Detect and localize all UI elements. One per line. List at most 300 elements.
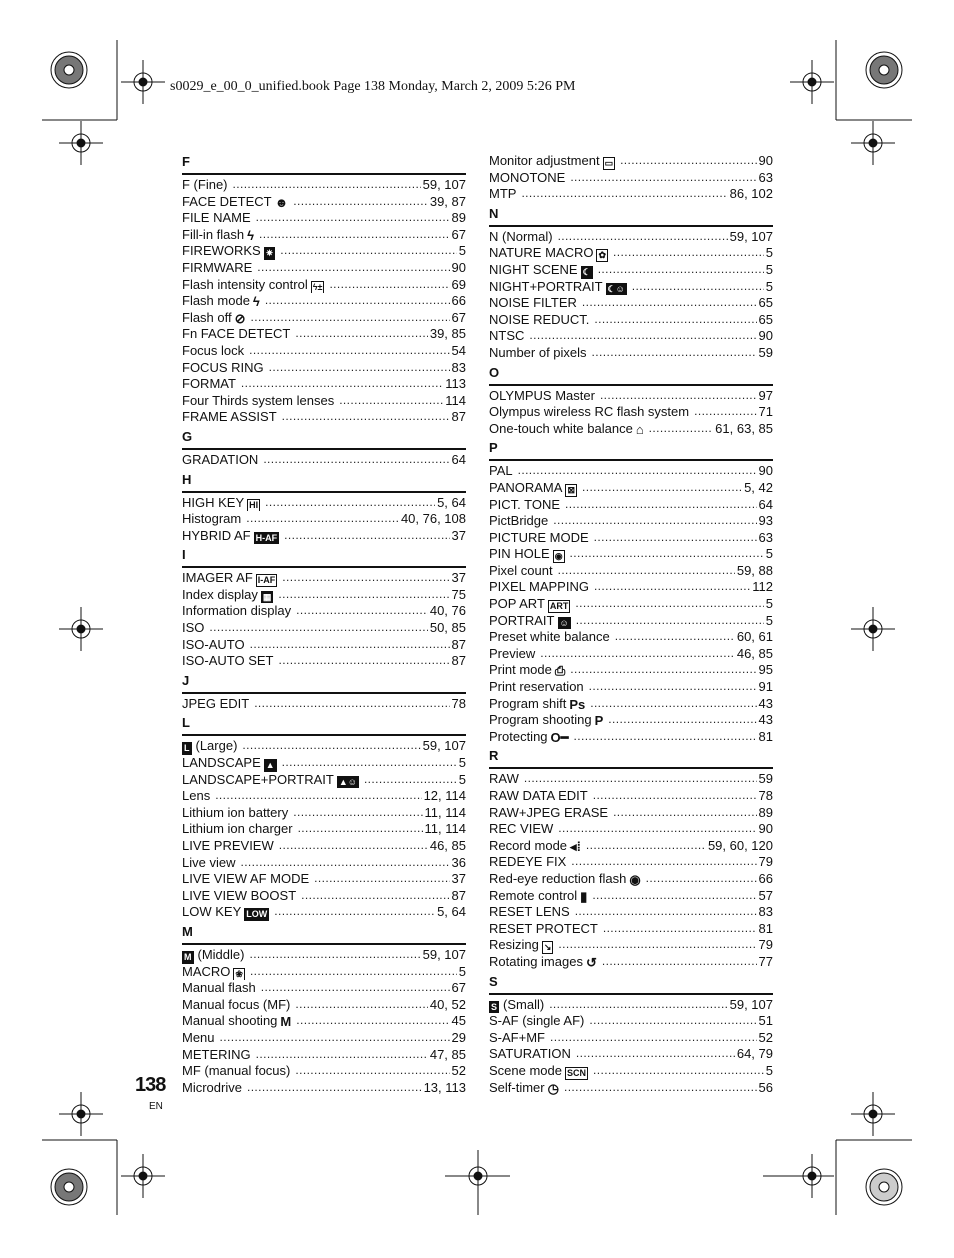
index-entry xyxy=(489,838,773,855)
entry-label xyxy=(182,310,246,327)
entry-label xyxy=(182,788,210,805)
index-entry xyxy=(489,404,773,421)
entry-label xyxy=(489,421,644,438)
index-entry xyxy=(489,480,773,497)
crosshair-icon xyxy=(790,60,834,104)
crop-rosette-icon xyxy=(51,1169,87,1205)
index-entry xyxy=(182,696,466,713)
entry-pages: 90 xyxy=(758,463,773,479)
entry-label xyxy=(489,404,689,421)
index-entry xyxy=(182,409,466,426)
crosshair-icon xyxy=(59,607,103,651)
crosshair-icon xyxy=(851,1092,895,1136)
section-rule xyxy=(182,566,466,568)
self-timer-icon: ◷ xyxy=(547,1080,559,1096)
index-entry xyxy=(489,937,773,954)
entry-text: NIGHT SCENE xyxy=(489,261,578,277)
entry-label xyxy=(489,153,615,170)
entry-text: PictBridge xyxy=(489,513,549,529)
section-rule xyxy=(489,459,773,461)
entry-label xyxy=(489,821,553,838)
index-entry xyxy=(489,696,773,713)
dot-leader xyxy=(608,712,756,728)
entry-text: FILE NAME xyxy=(182,210,251,226)
entry-pages: 5 xyxy=(765,612,773,628)
entry-pages: 43 xyxy=(758,712,773,728)
entry-label xyxy=(182,1080,242,1097)
entry-label xyxy=(182,620,204,637)
dot-leader xyxy=(518,463,757,479)
entry-label xyxy=(182,838,274,855)
entry-label xyxy=(489,871,641,888)
entry-text: Manual shooting xyxy=(182,1013,278,1029)
entry-text: Index display xyxy=(182,586,258,602)
entry-pages: 59, 88 xyxy=(736,562,773,578)
dot-leader xyxy=(571,854,756,870)
dot-leader xyxy=(293,805,422,821)
dot-leader xyxy=(564,1080,757,1096)
small-icon: S xyxy=(491,1001,498,1012)
entry-pages: 87 xyxy=(451,887,466,903)
panorama-icon: ⊠ xyxy=(567,484,575,495)
entry-text: NOISE REDUCT. xyxy=(489,311,590,327)
entry-text: HYBRID AF xyxy=(182,527,251,543)
entry-pages: 114 xyxy=(445,392,466,408)
flash-icon: ϟ xyxy=(252,294,260,310)
entry-text: PICT. TONE xyxy=(489,496,561,512)
entry-pages: 54 xyxy=(451,342,466,358)
entry-pages: 90 xyxy=(758,328,773,344)
dot-leader xyxy=(339,393,443,409)
crosshair-icon xyxy=(851,607,895,651)
dot-leader xyxy=(256,210,450,226)
rotate-icon: ↺ xyxy=(585,954,597,970)
dot-leader xyxy=(589,679,757,695)
fireworks-icon: ✷ xyxy=(265,248,274,259)
entry-label xyxy=(182,360,264,377)
entry-label xyxy=(182,738,237,755)
entry-label xyxy=(489,805,608,822)
entry-label xyxy=(489,513,548,530)
entry-label xyxy=(182,696,249,713)
flash-icon: ϟ xyxy=(247,227,255,243)
dot-leader xyxy=(550,1030,757,1046)
entry-text: Manual flash xyxy=(182,980,256,996)
entry-text: Olympus wireless RC flash system xyxy=(489,404,690,420)
entry-pages: 60, 61 xyxy=(736,629,773,645)
entry-text: PIN HOLE xyxy=(489,546,550,562)
index-entry xyxy=(489,497,773,514)
dot-leader xyxy=(241,376,443,392)
index-entry xyxy=(489,229,773,246)
dot-leader xyxy=(282,409,450,425)
book-header: s0029_e_00_0_unified.book Page 138 Monday, March 2, 2009 5:26 PM xyxy=(170,79,576,94)
entry-pages: 5 xyxy=(765,261,773,277)
entry-label xyxy=(182,904,269,921)
entry-text: FOCUS RING xyxy=(182,359,264,375)
dot-leader xyxy=(246,511,399,527)
entry-pages: 50, 85 xyxy=(429,620,466,636)
index-entry xyxy=(489,463,773,480)
dot-leader xyxy=(295,326,427,342)
entry-pages: 5, 42 xyxy=(744,479,773,495)
index-entry xyxy=(489,328,773,345)
section-letter: P xyxy=(489,440,498,456)
entry-text: FRAME ASSIST xyxy=(182,409,277,425)
index-entry xyxy=(182,570,466,587)
entry-label xyxy=(489,262,593,279)
entry-pages: 89 xyxy=(758,804,773,820)
entry-label xyxy=(489,904,570,921)
entry-pages: 40, 76, 108 xyxy=(400,511,466,527)
entry-label xyxy=(489,170,565,187)
index-entry xyxy=(182,738,466,755)
index-entry xyxy=(182,997,466,1014)
entry-pages: 52 xyxy=(758,1029,773,1045)
entry-text: Red-eye reduction flash xyxy=(489,870,627,886)
index-entry xyxy=(489,613,773,630)
entry-pages: 5 xyxy=(458,243,466,259)
entry-label xyxy=(182,603,291,620)
section-rule xyxy=(182,448,466,450)
flash-off-icon: ⊘ xyxy=(234,310,246,326)
night-portrait-icon: ☾☺ xyxy=(607,283,625,294)
print-mode-icon: ⎙ xyxy=(554,663,566,679)
entry-text: Preview xyxy=(489,645,536,661)
index-display-icon: ▦ xyxy=(262,591,272,602)
entry-text: RAW+JPEG ERASE xyxy=(489,804,609,820)
entry-label xyxy=(489,888,587,905)
entry-text: RAW DATA EDIT xyxy=(489,788,588,803)
entry-text: LIVE PREVIEW xyxy=(182,838,274,853)
index-entry xyxy=(489,997,773,1014)
index-entry xyxy=(182,788,466,805)
entry-text: Rotating images xyxy=(489,953,583,969)
entry-pages: 90 xyxy=(758,153,773,168)
dot-leader xyxy=(250,964,457,980)
index-entry xyxy=(182,393,466,410)
dot-leader xyxy=(565,497,756,513)
entry-pages: 113 xyxy=(445,376,466,392)
index-entry xyxy=(182,511,466,528)
section-rule xyxy=(489,767,773,769)
resizing-icon: ↘ xyxy=(543,942,552,953)
index-entry xyxy=(489,1013,773,1030)
dot-leader xyxy=(694,404,756,420)
crosshair-icon xyxy=(121,1154,165,1198)
entry-pages: 5 xyxy=(765,245,773,261)
entry-label xyxy=(182,227,254,244)
entry-text: Menu xyxy=(182,1029,215,1045)
entry-text: Preset white balance xyxy=(489,629,610,645)
entry-text: IMAGER AF xyxy=(182,570,253,586)
entry-pages: 67 xyxy=(451,226,466,242)
entry-pages: 64, 79 xyxy=(736,1046,773,1062)
index-entry xyxy=(182,964,466,981)
crosshair-icon xyxy=(456,1154,500,1198)
entry-label xyxy=(182,587,273,604)
middle-icon: M xyxy=(184,951,192,962)
index-entry xyxy=(489,295,773,312)
entry-label xyxy=(489,345,587,362)
entry-text: Pixel count xyxy=(489,562,553,578)
entry-pages: 71 xyxy=(758,404,773,420)
index-entry xyxy=(489,679,773,696)
scene-mode-icon: SCN xyxy=(567,1067,587,1078)
entry-text: JPEG EDIT xyxy=(182,695,250,711)
entry-text: Resizing xyxy=(489,937,539,953)
entry-text: Microdrive xyxy=(182,1079,242,1095)
low-key-icon: LOW xyxy=(246,909,268,920)
entry-pages: 5 xyxy=(765,278,773,294)
entry-pages: 46, 85 xyxy=(736,645,773,661)
entry-label xyxy=(182,855,235,872)
dot-leader xyxy=(602,954,757,970)
dot-leader xyxy=(575,596,763,612)
index-entry xyxy=(489,262,773,279)
entry-label xyxy=(489,480,577,497)
entry-pages: 59, 107 xyxy=(422,946,466,962)
entry-text: OLYMPUS Master xyxy=(489,387,595,403)
entry-pages: 47, 85 xyxy=(429,1046,466,1062)
entry-label xyxy=(489,497,560,514)
dot-leader xyxy=(593,1063,764,1079)
entry-label xyxy=(182,980,256,997)
entry-text: Fill-in flash xyxy=(182,226,245,242)
entry-pages: 59, 107 xyxy=(422,738,466,754)
dot-leader xyxy=(592,888,756,904)
dot-leader xyxy=(278,587,449,603)
dot-leader xyxy=(586,838,706,854)
entry-text: Lithium ion battery xyxy=(182,804,289,820)
entry-label xyxy=(489,937,553,954)
landscape-portrait-icon: ▲☺ xyxy=(338,776,357,787)
dot-leader xyxy=(250,637,450,653)
entry-text: POP ART xyxy=(489,596,545,612)
entry-label xyxy=(489,463,513,480)
entry-label xyxy=(182,452,258,469)
index-entry xyxy=(182,177,466,194)
index-entry xyxy=(489,186,773,203)
dot-leader xyxy=(296,603,428,619)
entry-pages: 5 xyxy=(765,546,773,562)
index-entry xyxy=(489,805,773,822)
dot-leader xyxy=(296,1013,449,1029)
index-entry xyxy=(182,653,466,670)
entry-text: Focus lock xyxy=(182,342,245,358)
entry-label xyxy=(182,528,279,545)
entry-pages: 37 xyxy=(451,570,466,586)
entry-label xyxy=(489,563,553,580)
index-entry xyxy=(182,603,466,620)
dot-leader xyxy=(279,838,428,854)
dot-leader xyxy=(314,871,449,887)
entry-pages: 61, 63, 85 xyxy=(715,420,773,436)
dot-leader xyxy=(249,343,449,359)
entry-text: GRADATION xyxy=(182,451,259,467)
dot-leader xyxy=(529,328,756,344)
entry-text: NIGHT+PORTRAIT xyxy=(489,278,603,294)
entry-pages: 46, 85 xyxy=(429,838,466,853)
dot-leader xyxy=(598,262,764,278)
entry-text: Monitor adjustment xyxy=(489,153,600,168)
index-entry xyxy=(489,646,773,663)
dot-leader xyxy=(570,662,756,678)
entry-text: Self-timer xyxy=(489,1079,545,1095)
entry-label xyxy=(489,312,589,329)
dot-leader xyxy=(576,1046,735,1062)
entry-text: PANORAMA xyxy=(489,479,563,495)
index-entry xyxy=(182,871,466,888)
dot-leader xyxy=(594,312,756,328)
entry-pages: 12, 114 xyxy=(423,788,466,804)
entry-pages: 40, 52 xyxy=(429,996,466,1012)
entry-label xyxy=(182,210,251,227)
dot-leader xyxy=(649,421,714,437)
index-entry xyxy=(182,260,466,277)
index-entry xyxy=(182,980,466,997)
entry-label xyxy=(489,788,588,805)
entry-pages: 91 xyxy=(758,679,773,695)
dot-leader xyxy=(576,613,764,629)
entry-text: ISO-AUTO xyxy=(182,636,245,652)
entry-text: FIREWORKS xyxy=(182,243,261,259)
entry-text: LIVE VIEW BOOST xyxy=(182,887,297,903)
index-entry xyxy=(489,421,773,438)
dot-leader xyxy=(249,947,420,963)
dot-leader xyxy=(247,1080,422,1096)
crosshair-icon xyxy=(790,1154,834,1198)
entry-label xyxy=(489,546,565,563)
dot-leader xyxy=(233,177,421,193)
entry-text: ISO xyxy=(182,620,205,636)
index-entry xyxy=(489,629,773,646)
crosshair-icon xyxy=(121,60,165,104)
entry-text: PAL xyxy=(489,463,513,479)
nature-macro-icon: ✿ xyxy=(598,250,607,261)
entry-pages: 57 xyxy=(758,887,773,903)
entry-label xyxy=(489,854,566,871)
index-entry xyxy=(489,854,773,871)
entry-label xyxy=(489,838,581,855)
entry-label xyxy=(182,1013,291,1030)
entry-label xyxy=(489,712,603,729)
entry-pages: 78 xyxy=(758,788,773,803)
dot-leader xyxy=(269,360,450,376)
entry-pages: 56 xyxy=(758,1079,773,1095)
entry-label xyxy=(182,194,288,211)
entry-label xyxy=(489,388,595,405)
index-entry xyxy=(182,1030,466,1047)
dot-leader xyxy=(600,388,757,404)
entry-text: METERING xyxy=(182,1046,251,1062)
entry-pages: 39, 85 xyxy=(429,326,466,342)
dot-leader xyxy=(254,696,449,712)
entry-label xyxy=(489,997,544,1014)
section-letter: O xyxy=(489,364,500,380)
index-entry xyxy=(489,312,773,329)
entry-label xyxy=(182,293,260,310)
entry-pages: 5 xyxy=(765,596,773,612)
dot-leader xyxy=(603,921,757,937)
index-entry xyxy=(182,1063,466,1080)
entry-text: RAW xyxy=(489,771,519,787)
section-rule xyxy=(182,173,466,175)
dot-leader xyxy=(570,546,764,562)
dot-leader xyxy=(646,871,757,887)
section-letter: H xyxy=(182,471,192,487)
crop-rosette-icon xyxy=(866,52,902,88)
hybrid-af-icon: H-AF xyxy=(255,532,278,543)
entry-pages: 81 xyxy=(758,920,773,936)
entry-text: S-AF+MF xyxy=(489,1029,545,1045)
dot-leader xyxy=(256,1047,428,1063)
section-letter: M xyxy=(182,923,193,939)
entry-label xyxy=(182,871,309,888)
entry-text: RESET PROTECT xyxy=(489,920,598,936)
dot-leader xyxy=(282,570,449,586)
dot-leader xyxy=(293,194,428,210)
entry-text: Program shift xyxy=(489,695,567,711)
dot-leader xyxy=(521,186,727,202)
dot-leader xyxy=(558,821,756,837)
section-letter: F xyxy=(182,154,190,169)
entry-pages: 90 xyxy=(451,259,466,275)
section-letter: G xyxy=(182,428,193,444)
dot-leader xyxy=(298,821,423,837)
entry-label xyxy=(182,409,277,426)
index-entry xyxy=(489,546,773,563)
one-touch-wb-icon: ⌂ xyxy=(635,421,644,437)
dot-leader xyxy=(295,1063,449,1079)
dot-leader xyxy=(257,260,449,276)
index-entry xyxy=(489,279,773,296)
entry-pages: 63 xyxy=(758,169,773,185)
entry-label xyxy=(182,1047,251,1064)
entry-text: REC VIEW xyxy=(489,821,554,837)
entry-text: F (Fine) xyxy=(182,177,228,192)
dot-leader xyxy=(329,277,449,293)
entry-text: (Small) xyxy=(503,996,545,1012)
index-entry xyxy=(182,1080,466,1097)
index-entry xyxy=(182,1013,466,1030)
dot-leader xyxy=(524,771,757,787)
key-icon: O━ xyxy=(550,729,569,745)
index-entry xyxy=(182,326,466,343)
entry-pages: 83 xyxy=(758,904,773,920)
dot-leader xyxy=(284,528,449,544)
entry-pages: 79 xyxy=(758,937,773,953)
entry-label xyxy=(182,947,244,964)
index-entry xyxy=(182,293,466,310)
entry-pages: 5 xyxy=(458,771,466,787)
remote-control-icon: ▮ xyxy=(580,888,588,904)
entry-text: Four Thirds system lenses xyxy=(182,392,335,408)
entry-text: Live view xyxy=(182,854,236,870)
dot-leader xyxy=(575,904,757,920)
entry-pages: 65 xyxy=(758,295,773,311)
entry-pages: 87 xyxy=(451,409,466,425)
dot-leader xyxy=(582,480,742,496)
index-entry xyxy=(182,888,466,905)
entry-label xyxy=(182,260,252,277)
entry-pages: 59, 107 xyxy=(729,228,773,244)
dot-leader xyxy=(251,310,450,326)
entry-label xyxy=(182,177,228,194)
section-rule xyxy=(182,491,466,493)
index-entry xyxy=(489,153,773,170)
index-entry xyxy=(182,210,466,227)
